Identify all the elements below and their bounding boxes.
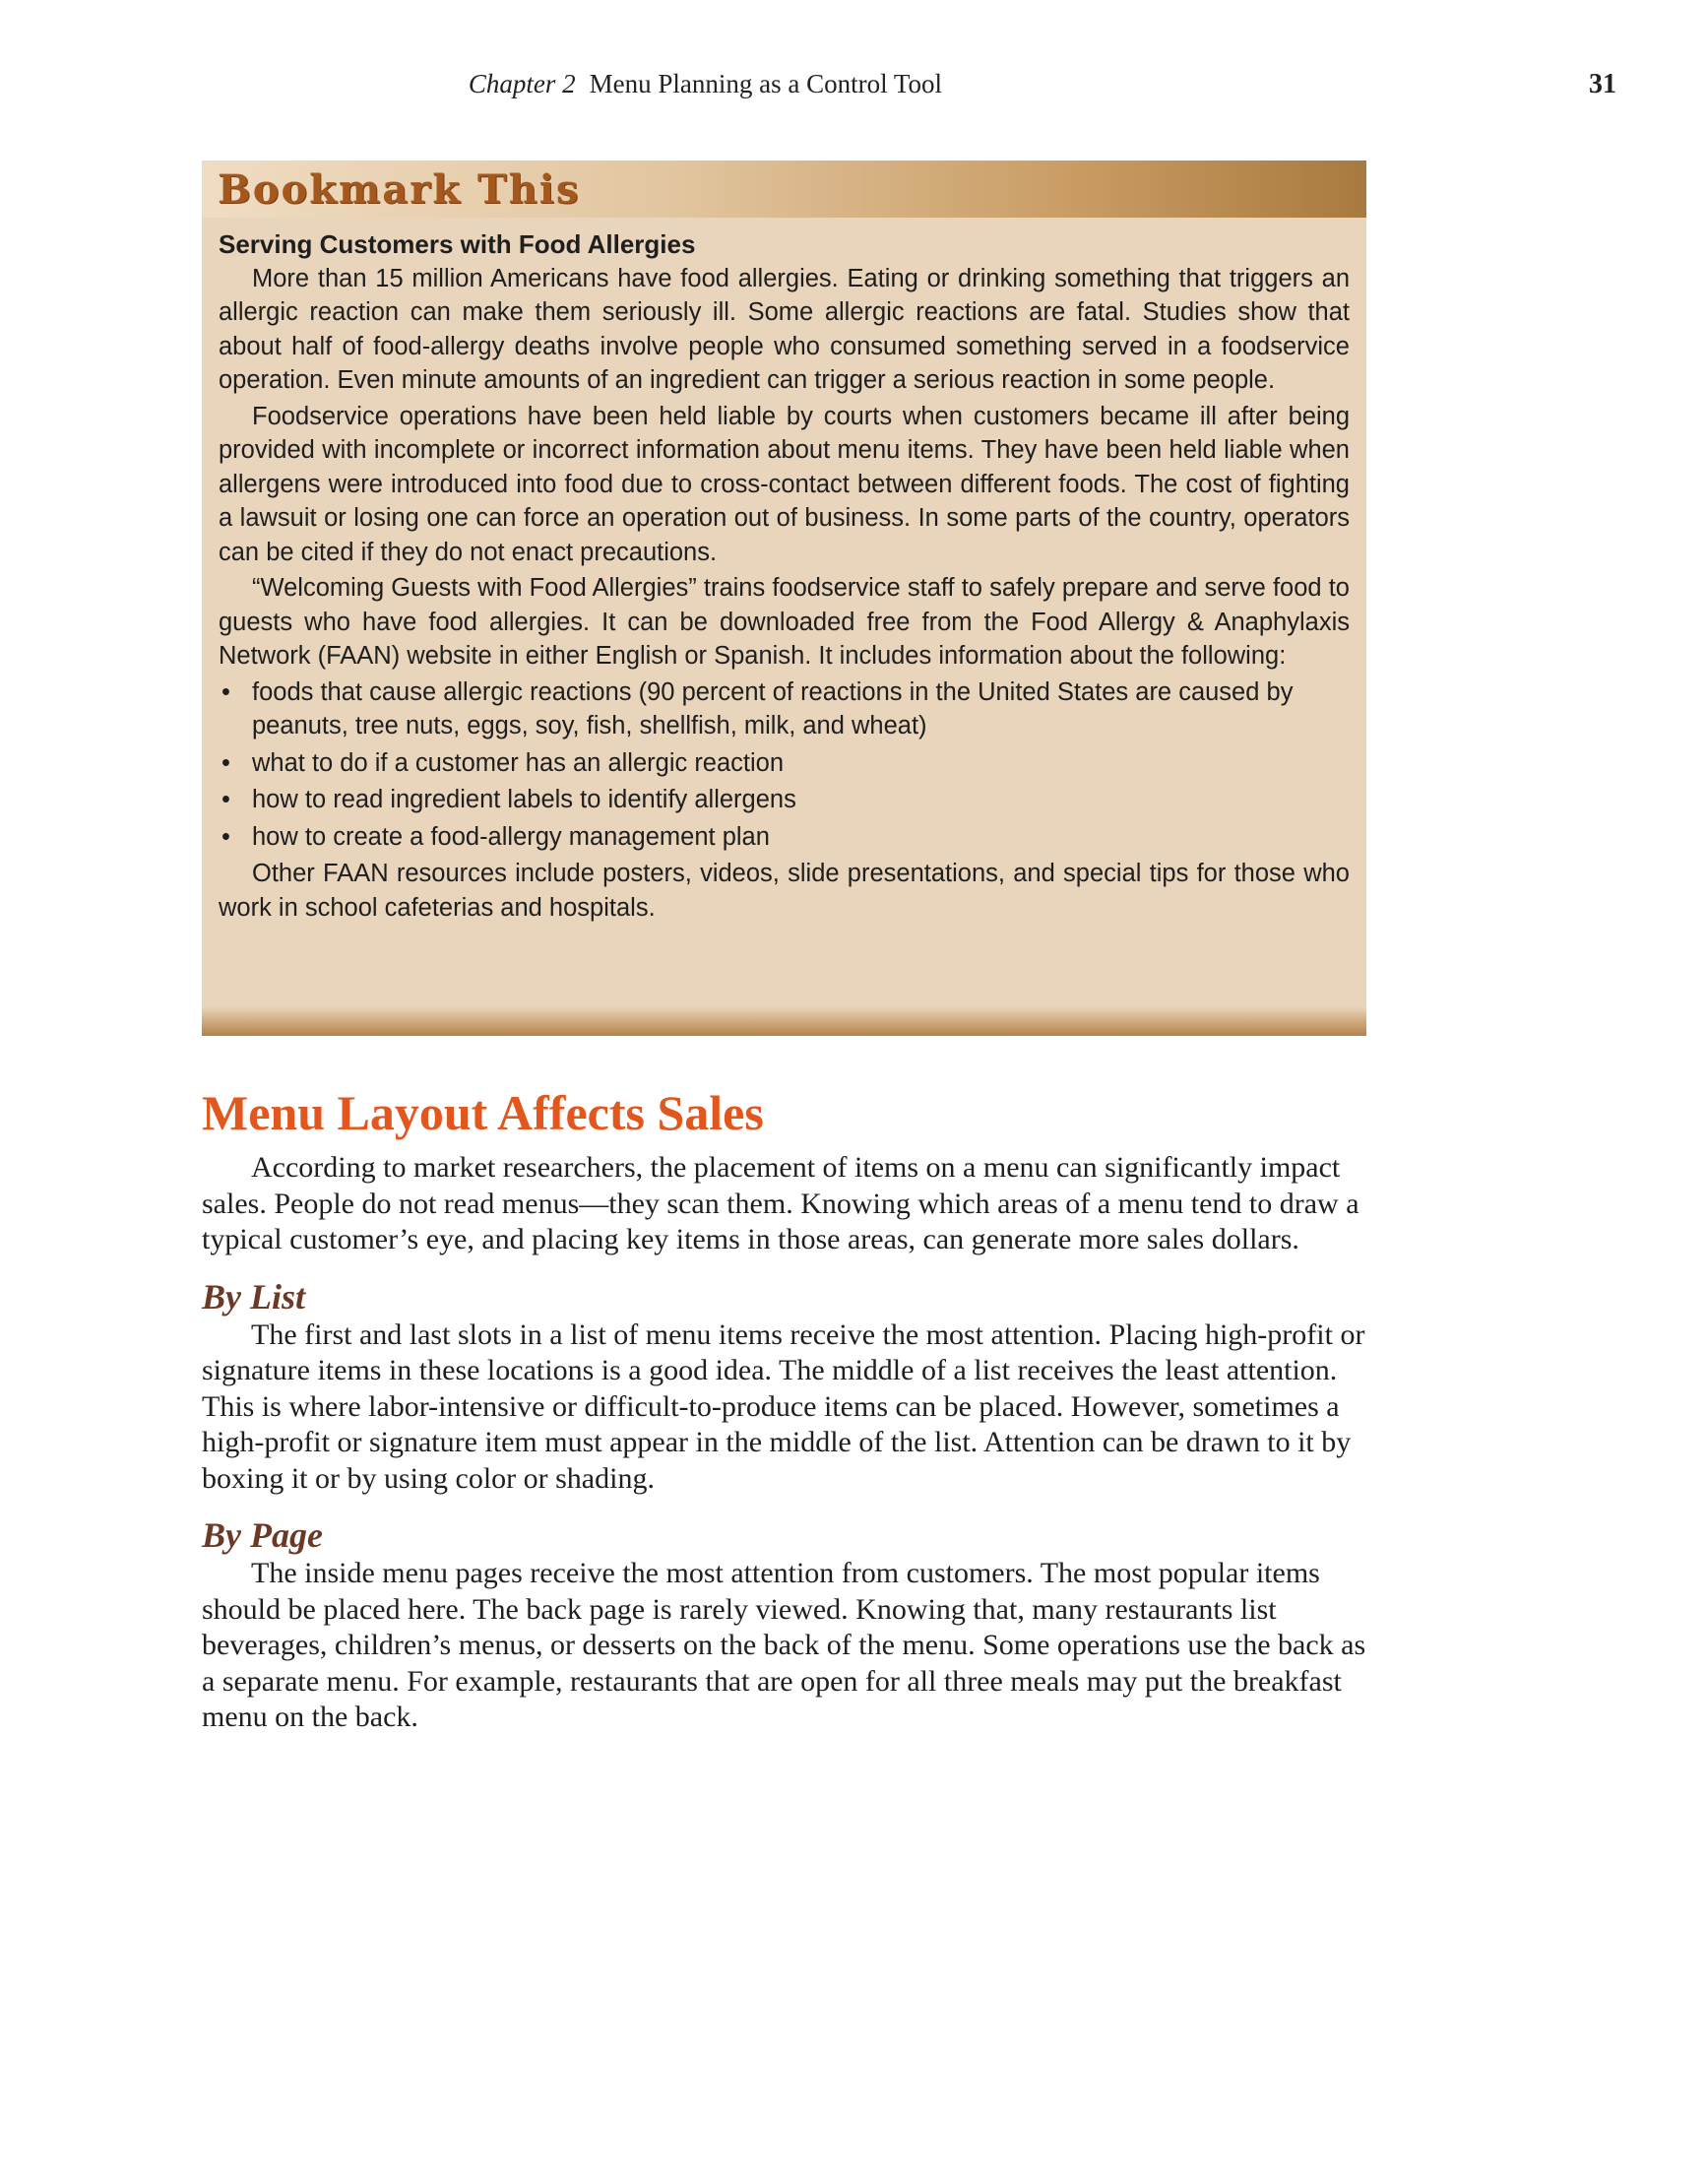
list-item	[219, 783, 1350, 817]
by-list-paragraph: The first and last slots in a list of menu items receive the most attention. Placing high-profit or signature items in these locations is a good idea. The middle of a list receives the least attention. This is where labor-intensive or difficult-to-produce items can be placed. However, sometimes a high-profit or signature item must appear in the middle of the list. Attention can be drawn to it by boxing it or by using color or shading.	[202, 1317, 1365, 1495]
sidebar-header	[202, 161, 1366, 218]
by-page-paragraph: The inside menu pages receive the most attention from customers. The most popular items should be placed here. The back page is rarely viewed. Knowing that, many restaurants list beverages, children’s menus, or desserts on the back of the menu. Some operations use the back as a separate menu. For example, restaurants that are open for all three meals may put the breakfast menu on the back.	[202, 1557, 1366, 1733]
sidebar-title: Serving Customers with Food Allergies	[219, 229, 696, 259]
sidebar-label: Bookmark This	[218, 166, 581, 213]
section-heading: Menu Layout Affects Sales	[202, 1085, 764, 1140]
sidebar-paragraph: More than 15 million Americans have food allergies. Eating or drinking something that triggers an allergic reaction can make them seriously ill. Some allergic reactions are fatal. Studies show that about half of food-allergy deaths involve people who consumed something served in a foodservice operation. Even minute amounts of an ingredient can trigger a serious reaction in some people.	[219, 264, 1350, 394]
list-item-text: how to read ingredient labels to identify allergens	[252, 786, 796, 813]
bullet-icon: •	[221, 822, 230, 851]
chapter-label	[469, 69, 942, 99]
bullet-icon: •	[221, 786, 230, 813]
bullet-icon: •	[221, 748, 230, 777]
list-item-text: what to do if a customer has an allergic reaction	[252, 748, 785, 777]
sidebar-bullet-list	[219, 675, 1350, 855]
sidebar-body	[202, 218, 1366, 925]
list-item	[219, 820, 1350, 855]
running-head	[0, 69, 1706, 108]
sidebar-paragraph: Foodservice operations have been held liable by courts when customers became ill after being provided with incomplete or incorrect information about menu items. They have been held liable when allergens were introduced into food due to cross-contact between different foods. The cost of fighting a lawsuit or losing one can force an operation out of business. In some parts of the country, operators can be cited if they do not enact precautions.	[219, 402, 1350, 566]
bullet-icon: •	[221, 677, 230, 706]
sidebar-closing: Other FAAN resources include posters, videos, slide presentations, and special tips for those who work in school cafeterias and hospitals.	[219, 860, 1350, 922]
chapter-title: Menu Planning as a Control Tool	[589, 69, 942, 98]
list-item	[219, 675, 1350, 743]
list-item-text: how to create a food-allergy management plan	[252, 822, 770, 851]
chapter-number: Chapter 2	[468, 69, 576, 98]
sidebar-footer-bar	[202, 1006, 1366, 1036]
subheading-by-page: By Page	[202, 1515, 323, 1555]
intro-paragraph: According to market researchers, the placement of items on a menu can significantly impact sales. People do not read menus—they scan them. Knowing which areas of a menu tend to draw a typical customer’s eye, and placing key items in those areas, can generate more sales dollars.	[202, 1151, 1359, 1255]
page-number: 31	[1589, 69, 1616, 99]
subheading-by-list: By List	[202, 1276, 305, 1317]
list-item	[219, 746, 1350, 781]
list-item-text: foods that cause allergic reactions (90 percent of reactions in the United States are caused by peanuts, tree nuts, eggs, soy, fish, shellfish, milk, and wheat)	[252, 677, 1294, 739]
sidebar-paragraph: “Welcoming Guests with Food Allergies” trains foodservice staff to safely prepare and serve food to guests who have food allergies. It can be downloaded free from the Food Allergy & Anaphylaxis Network (FAAN) website in either English or Spanish. It includes information about the following:	[219, 574, 1350, 670]
bookmark-sidebar	[202, 161, 1366, 1036]
main-section	[202, 1083, 1366, 1736]
